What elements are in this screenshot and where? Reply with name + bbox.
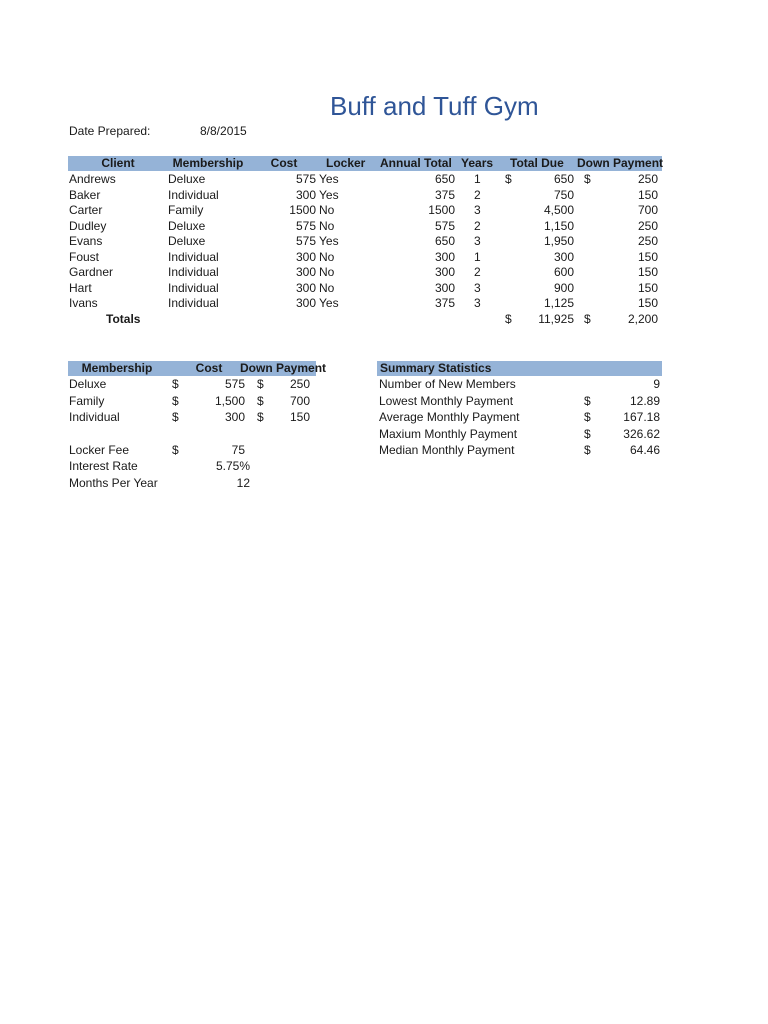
cell-membership: Individual (168, 187, 219, 202)
cell-locker: Yes (319, 234, 339, 248)
cell-down-payment: 250 (637, 218, 658, 233)
cell-total-due: 1,950 (543, 234, 574, 248)
cell-locker: No (319, 249, 335, 264)
summary-label: Number of New Members (379, 377, 516, 391)
cell-cost: 300 (295, 280, 316, 295)
locker-fee-currency: $ (172, 443, 179, 457)
cell-membership: Individual (168, 280, 219, 295)
cell-years: 2 (474, 187, 481, 202)
cell-locker: Yes (319, 296, 339, 310)
cell-client: Dudley (69, 218, 107, 233)
cell-years: 3 (474, 296, 481, 310)
col-header-years: Years (461, 156, 494, 170)
summary-currency: $ (584, 426, 591, 441)
summary-value: 326.62 (623, 426, 660, 441)
cell-cost: 575 (295, 218, 316, 233)
date-prepared-value: 8/8/2015 (200, 124, 247, 138)
lookup-down-payment: 700 (290, 393, 311, 408)
cell-down-payment: 150 (637, 265, 658, 279)
interest-rate-label: Interest Rate (69, 459, 138, 473)
cell-locker: No (319, 203, 335, 217)
cell-years: 2 (474, 218, 481, 233)
cell-locker: Yes (319, 187, 339, 202)
lookup-membership: Deluxe (69, 377, 107, 391)
summary-currency: $ (584, 393, 591, 408)
col-header-annual-total: Annual Total (380, 156, 452, 170)
cell-years: 3 (474, 203, 481, 217)
summary-currency: $ (584, 443, 591, 457)
cell-locker: No (319, 280, 335, 295)
cell-total-due: 650 (553, 172, 574, 186)
cell-membership: Deluxe (168, 172, 206, 186)
cell-total-due: 1,125 (543, 296, 574, 310)
cell-down-payment: 150 (637, 296, 658, 310)
lookup-down-payment: 250 (290, 377, 311, 391)
totals-label: Totals (106, 312, 141, 326)
date-prepared-label: Date Prepared: (69, 124, 151, 138)
cell-down-payment: 250 (637, 234, 658, 248)
lookup-membership: Individual (69, 410, 120, 424)
lookup-down-currency: $ (257, 377, 264, 391)
summary-value: 167.18 (623, 410, 660, 424)
cell-client: Baker (69, 187, 101, 202)
summary-header: Summary Statistics (380, 361, 492, 375)
cell-cost: 1500 (289, 203, 316, 217)
cell-annual-total: 300 (434, 280, 455, 295)
cell-locker: Yes (319, 172, 339, 186)
cell-total-due: 750 (553, 187, 574, 202)
col-header-cost: Cost (270, 156, 298, 170)
cell-down-payment: 150 (637, 280, 658, 295)
cell-client: Hart (69, 280, 92, 295)
cell-client: Andrews (69, 172, 116, 186)
cell-down-payment: 700 (637, 203, 658, 217)
interest-rate-value: 5.75% (215, 459, 250, 473)
cell-client: Evans (69, 234, 103, 248)
cell-annual-total: 300 (434, 249, 455, 264)
cell-membership: Family (168, 203, 204, 217)
locker-fee-label: Locker Fee (69, 443, 130, 457)
cell-membership: Deluxe (168, 218, 206, 233)
cell-annual-total: 575 (434, 218, 455, 233)
lookup-membership: Family (69, 393, 105, 408)
cell-client: Gardner (69, 265, 114, 279)
totals-down-currency: $ (584, 312, 591, 326)
cell-years: 1 (474, 249, 481, 264)
cell-locker: No (319, 218, 335, 233)
cell-cost: 575 (295, 234, 316, 248)
col-header-down-payment: Down Payment (577, 156, 664, 170)
col-header-total-due: Total Due (510, 156, 564, 170)
cell-annual-total: 375 (434, 187, 455, 202)
cell-annual-total: 300 (434, 265, 455, 279)
cell-total-due-currency: $ (505, 172, 512, 186)
lookup-header-down-payment-clip (240, 361, 330, 376)
col-header-locker: Locker (326, 156, 366, 170)
lookup-header-down-payment: Down Payment (240, 361, 327, 375)
summary-value: 9 (653, 377, 660, 391)
cell-annual-total: 650 (434, 234, 455, 248)
lookup-cost-currency: $ (172, 410, 179, 424)
cell-membership: Individual (168, 296, 219, 310)
summary-label: Maxium Monthly Payment (379, 426, 518, 441)
summary-value: 64.46 (629, 443, 660, 457)
cell-annual-total: 650 (434, 172, 455, 186)
lookup-down-currency: $ (257, 410, 264, 424)
lookup-header-membership: Membership (81, 361, 153, 375)
cell-down-payment: 150 (637, 187, 658, 202)
summary-label: Average Monthly Payment (379, 410, 520, 424)
cell-cost: 575 (295, 172, 316, 186)
locker-fee-value: 75 (231, 443, 245, 457)
cell-membership: Individual (168, 249, 219, 264)
cell-cost: 300 (295, 249, 316, 264)
totals-due-currency: $ (505, 312, 512, 326)
cell-total-due: 4,500 (543, 203, 574, 217)
summary-label: Median Monthly Payment (379, 443, 515, 457)
lookup-cost-currency: $ (172, 377, 179, 391)
totals-due-value: 11,925 (538, 312, 574, 326)
cell-total-due: 300 (553, 249, 574, 264)
page-title: Buff and Tuff Gym (330, 91, 539, 121)
cell-annual-total: 375 (434, 296, 455, 310)
cell-membership: Individual (168, 265, 219, 279)
lookup-cost: 300 (224, 410, 245, 424)
cell-locker: No (319, 265, 335, 279)
lookup-cost-currency: $ (172, 393, 179, 408)
cell-down-payment: 250 (637, 172, 658, 186)
cell-membership: Deluxe (168, 234, 206, 248)
cell-years: 1 (474, 172, 481, 186)
cell-cost: 300 (295, 187, 316, 202)
cell-years: 3 (474, 234, 481, 248)
cell-total-due: 600 (553, 265, 574, 279)
cell-down-payment: 150 (637, 249, 658, 264)
cell-total-due: 1,150 (543, 218, 574, 233)
summary-value: 12.89 (629, 393, 660, 408)
summary-label: Lowest Monthly Payment (379, 393, 514, 408)
lookup-cost: 1,500 (214, 393, 245, 408)
cell-client: Carter (69, 203, 103, 217)
totals-down-value: 2,200 (627, 312, 658, 326)
cell-years: 3 (474, 280, 481, 295)
cell-years: 2 (474, 265, 481, 279)
cell-cost: 300 (295, 265, 316, 279)
cell-down-payment-currency: $ (584, 172, 591, 186)
months-per-year-label: Months Per Year (69, 476, 158, 490)
lookup-header-cost: Cost (195, 361, 223, 375)
col-header-client: Client (101, 156, 135, 170)
cell-annual-total: 1500 (428, 203, 455, 217)
lookup-down-payment: 150 (290, 410, 311, 424)
summary-currency: $ (584, 410, 591, 424)
lookup-cost: 575 (224, 377, 245, 391)
cell-cost: 300 (295, 296, 316, 310)
months-per-year-value: 12 (236, 476, 250, 490)
cell-client: Ivans (69, 296, 98, 310)
cell-client: Foust (69, 249, 100, 264)
lookup-down-currency: $ (257, 393, 264, 408)
cell-total-due: 900 (553, 280, 574, 295)
col-header-membership: Membership (172, 156, 244, 170)
